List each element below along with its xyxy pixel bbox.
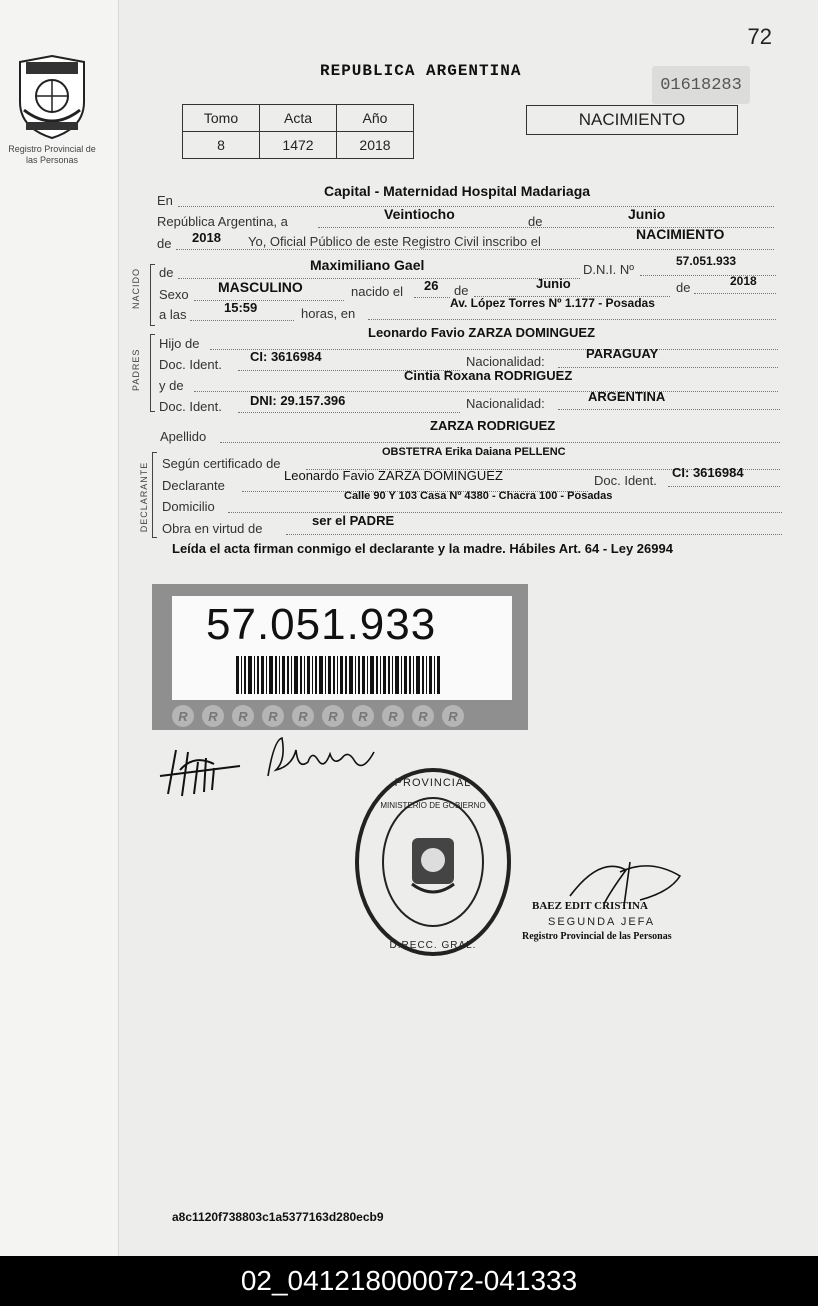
segun-certificado-label: Según certificado de	[162, 456, 281, 471]
document-title: REPUBLICA ARGENTINA	[320, 62, 522, 80]
security-r-icon: R	[292, 705, 314, 727]
official-text: Yo, Oficial Público de este Registro Civil inscribo el	[248, 234, 541, 249]
father-doc: CI: 3616984	[250, 349, 322, 364]
svg-text:D.RECC. GRAL.: D.RECC. GRAL.	[389, 940, 477, 951]
dotted-line	[194, 391, 778, 392]
dotted-line	[190, 320, 294, 321]
nacionalidad-label: Nacionalidad:	[466, 396, 545, 411]
section-bracket	[152, 452, 157, 538]
security-r-icon: R	[412, 705, 434, 727]
dotted-line	[558, 409, 780, 410]
de-label: de	[528, 214, 543, 229]
table-value-ano: 2018	[337, 132, 414, 159]
dotted-line	[694, 293, 776, 294]
table-header-tomo: Tomo	[183, 105, 260, 132]
en-label: En	[157, 193, 173, 208]
dotted-line	[178, 206, 774, 207]
left-margin	[0, 0, 118, 1256]
month-value: Junio	[628, 206, 666, 222]
nacionalidad-label: Nacionalidad:	[466, 354, 545, 369]
doc-ident-label: Doc. Ident.	[159, 357, 222, 372]
dotted-line	[286, 534, 782, 535]
apellido-label: Apellido	[160, 429, 207, 444]
dotted-line	[220, 442, 780, 443]
security-r-icon: R	[172, 705, 194, 727]
father-nationality: PARAGUAY	[586, 346, 659, 361]
declarant-doc: CI: 3616984	[672, 465, 744, 480]
doc-ident-label: Doc. Ident.	[594, 473, 657, 488]
child-dni: 57.051.933	[676, 254, 737, 268]
declarante-label: Declarante	[162, 478, 225, 493]
signer-role: SEGUNDA JEFA	[548, 916, 656, 928]
place-value: Capital - Maternidad Hospital Madariaga	[324, 183, 591, 199]
dotted-line	[668, 486, 780, 487]
day-value: Veintiocho	[384, 206, 455, 222]
dotted-line	[194, 300, 344, 301]
certificate-value: OBSTETRA Erika Daiana PELLENC	[382, 446, 566, 458]
nacido-section-label: NACIDO	[131, 267, 141, 309]
security-r-icon: R	[262, 705, 284, 727]
record-table	[182, 104, 414, 159]
surname-value: ZARZA RODRIGUEZ	[430, 418, 556, 433]
table-header-acta: Acta	[260, 105, 337, 132]
table-header-ano: Año	[337, 105, 414, 132]
mother-nationality: ARGENTINA	[588, 389, 666, 404]
barcode	[236, 656, 442, 694]
section-bracket	[150, 334, 155, 412]
sexo-label: Sexo	[159, 287, 189, 302]
registry-label: Registro Provincial de las Personas	[8, 144, 96, 165]
birth-year: 2018	[730, 274, 757, 288]
y-de-label: y de	[159, 378, 184, 393]
serial-number: 01618283	[652, 66, 750, 104]
security-r-icon: R	[382, 705, 404, 727]
dotted-line	[414, 297, 450, 298]
horas-label: horas, en	[301, 306, 356, 321]
security-r-icon: R	[232, 705, 254, 727]
father-name: Leonardo Favio ZARZA DOMINGUEZ	[368, 325, 596, 340]
sex-value: MASCULINO	[218, 279, 303, 295]
de-label: de	[157, 236, 172, 251]
capacity-value: ser el PADRE	[312, 513, 395, 528]
reading-note: Leída el acta firman conmigo el declarante y la madre. Hábiles Art. 64 - Ley 26994	[172, 541, 673, 556]
document-hash: a8c1120f738803c1a5377163d280ecb9	[172, 1210, 384, 1224]
event-value: NACIMIENTO	[636, 226, 725, 242]
padres-section-label: PADRES	[131, 348, 141, 391]
dotted-line	[558, 367, 778, 368]
section-bracket	[150, 264, 155, 326]
nacido-el-label: nacido el	[351, 284, 404, 299]
security-r-icon: R	[322, 705, 344, 727]
domicilio-label: Domicilio	[162, 499, 215, 514]
child-name: Maximiliano Gael	[310, 257, 425, 273]
signer-organization: Registro Provincial de las Personas	[522, 931, 672, 942]
domicile-value: Calle 90 Y 103 Casa Nº 4380 - Chacra 100 - Posadas	[344, 490, 613, 502]
page-number: 72	[747, 24, 772, 49]
svg-text:MINISTERIO DE GOBIERNO: MINISTERIO DE GOBIERNO	[380, 801, 486, 810]
doc-ident-label: Doc. Ident.	[159, 399, 222, 414]
hijo-de-label: Hijo de	[159, 336, 200, 351]
dni-sticker-number: 57.051.933	[206, 600, 437, 649]
official-seal	[352, 764, 514, 960]
obra-label: Obra en virtud de	[162, 521, 263, 536]
a-las-label: a las	[159, 307, 187, 322]
declarante-section-label: DECLARANTE	[139, 461, 149, 533]
de-label: de	[159, 265, 174, 280]
svg-text:PROVINCIAL: PROVINCIAL	[394, 777, 472, 789]
de-label: de	[676, 280, 691, 295]
declarant-name: Leonardo Favio ZARZA DOMINGUEZ	[284, 468, 503, 483]
table-value-acta: 1472	[260, 132, 337, 159]
mother-name: Cintia Roxana RODRIGUEZ	[404, 368, 573, 383]
record-type-box: NACIMIENTO	[526, 105, 738, 135]
security-r-icon: R	[352, 705, 374, 727]
birth-day: 26	[424, 278, 439, 293]
dni-label: D.N.I. Nº	[583, 262, 634, 277]
signer-name: BAEZ EDIT CRISTINA	[532, 900, 648, 912]
birth-month: Junio	[536, 276, 571, 291]
republica-label: República Argentina, a	[157, 214, 288, 229]
year-value: 2018	[192, 230, 221, 245]
sticker-security-strip	[152, 702, 528, 730]
misiones-emblem-icon	[12, 52, 92, 142]
dotted-line	[368, 319, 776, 320]
security-r-icon: R	[202, 705, 224, 727]
birth-time: 15:59	[224, 300, 258, 315]
dotted-line	[176, 249, 774, 250]
security-r-icon: R	[442, 705, 464, 727]
dotted-line	[238, 412, 460, 413]
table-value-tomo: 8	[183, 132, 260, 159]
declarant-signature	[158, 740, 248, 800]
footer-code: 02_041218000072-041333	[0, 1256, 818, 1306]
de-label: de	[454, 283, 469, 298]
mother-doc: DNI: 29.157.396	[250, 393, 346, 408]
birth-address: Av. López Torres Nº 1.177 - Posadas	[450, 296, 655, 310]
